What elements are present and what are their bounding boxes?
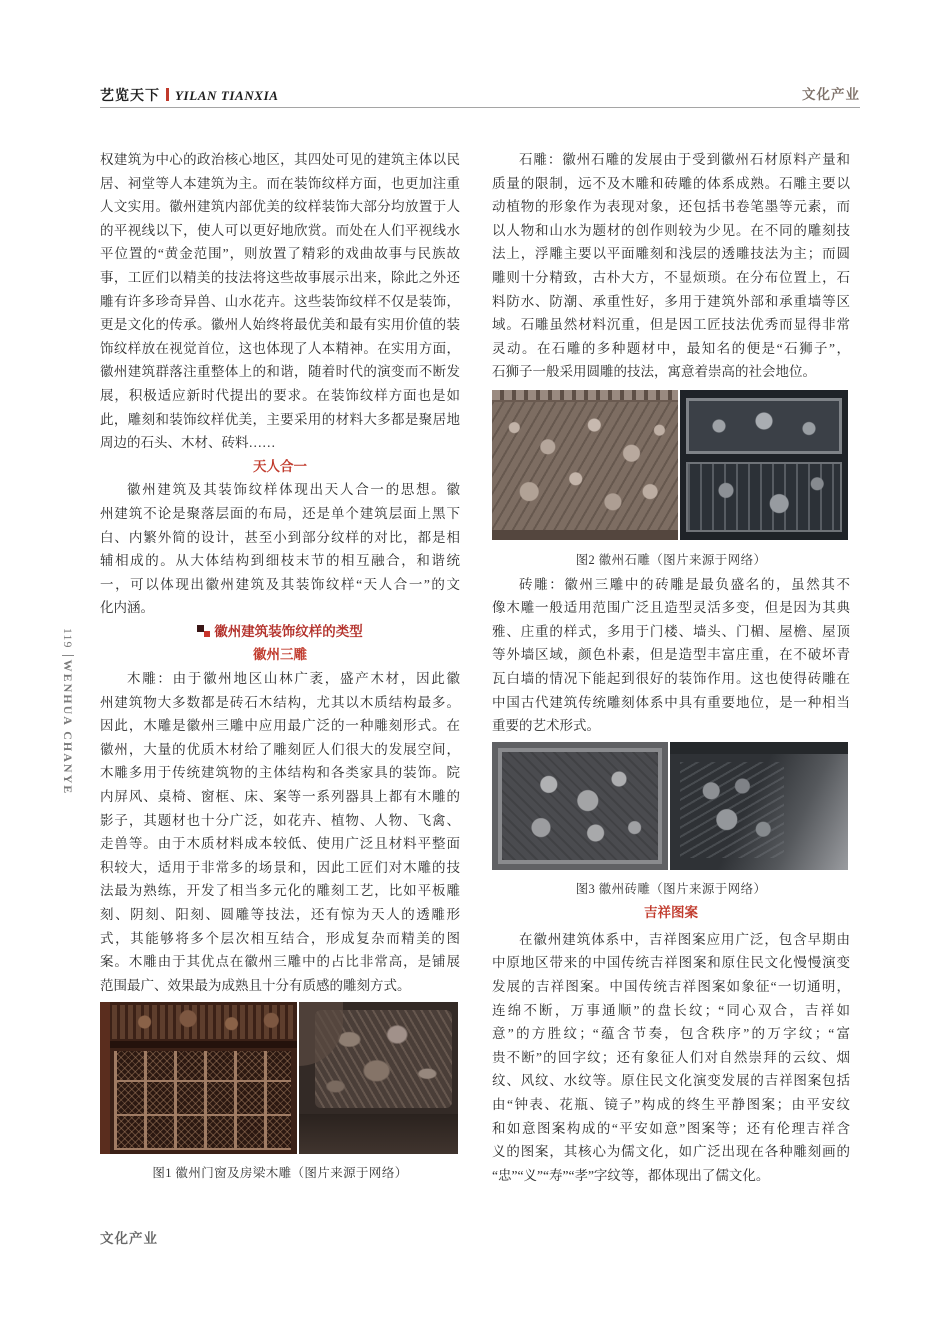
text-line: 平位置的“黄金范围”，则放置了精彩的戏曲故事与民族故	[100, 246, 460, 262]
text-line: 连绵不断，万事通顺”的盘长纹；“同心双合，吉祥如	[492, 1002, 850, 1018]
subheading-three-carvings: 徽州三雕	[253, 647, 307, 663]
text-line: 质量的限制，远不及木雕和砖雕的体系成熟。石雕主要以	[492, 175, 850, 191]
figure-3-brick-carving-image-left	[492, 742, 668, 870]
header-rule	[100, 107, 860, 108]
heading-tianren: 天人合一	[253, 458, 307, 474]
text-line: 像木雕一般适用范围广泛且造型灵活多变，但是因为其典	[492, 600, 850, 616]
side-divider	[62, 655, 74, 656]
text-line: 饰纹样放在视觉首位，这也体现了人本精神。在实用方面，	[100, 340, 460, 356]
figure-3	[492, 742, 850, 870]
text-line: 由“钟表、花瓶、镜子”构成的终生平静图案；由平安纹	[492, 1097, 850, 1113]
text-line: 此，雕刻和装饰纹样优美，主要采用的材料大多都是聚居地	[100, 411, 460, 427]
text-line: 动植物的形象作为表现对象，还包括书卷笔墨等元素，而	[492, 199, 850, 215]
brand-pinyin: YILAN TIANXIA	[175, 88, 279, 103]
text-line: 白、内繁外简的设计，甚至小到部分纹样的对比，都是相	[100, 529, 460, 545]
text-line: 意”的方胜纹；“蕴含节奏，包含秩序”的万字纹；“富	[492, 1026, 850, 1042]
text-line: 的平视线以下，使人可以更好地欣赏。而处在人们平视线水	[100, 222, 460, 238]
text-line: 在徽州建筑体系中，吉祥图案应用广泛，包含早期由	[519, 931, 850, 947]
text-line: 式，其能够将多个层次相互结合，形成复杂而精美的图	[100, 930, 460, 946]
text-line: “忠”“义”“寿”“孝”字纹等，都体现出了儒文化。	[492, 1167, 770, 1183]
figure-2-caption: 图2 徽州石雕（图片来源于网络）	[575, 552, 767, 567]
text-line: 走兽等。由于木质材料成本较低、使用广泛且材料平整面	[100, 836, 460, 852]
text-line: 案。木雕由于其优点在徽州三雕中的占比非常高，是铺展	[100, 954, 460, 970]
text-line: 一，可以体现出徽州建筑及其装饰纹样“天人合一”的文	[100, 576, 460, 592]
brand-divider-bar	[166, 88, 169, 101]
section-title	[100, 620, 460, 644]
stone-carving-paragraph	[492, 148, 850, 384]
text-line: 辅相成的。从大体结构到细枝末节的相互融合，和谐统	[100, 553, 460, 569]
text-line: 积较大，适用于非常多的场景和，因此工匠们对木雕的技	[100, 859, 460, 875]
tianren-paragraph	[100, 478, 460, 620]
text-line: 料防水、防潮、承重性好，多用于建筑外部和承重墙等区	[492, 293, 850, 309]
figure-1	[100, 1002, 460, 1154]
left-column	[100, 148, 460, 1186]
brick-carving-paragraph	[492, 573, 850, 738]
side-page-marker	[60, 628, 76, 795]
text-line: 木雕：由于徽州地区山林广袤，盛产木材，因此徽	[127, 671, 460, 687]
text-line: 灵动。在石雕的多种题材中，最知名的便是“石狮子”，	[492, 340, 850, 356]
text-line: 徽州建筑群落注重整体上的和谐，随着时代的演变而不断发	[100, 364, 460, 380]
side-section-label: WENHUA CHANYE	[61, 659, 75, 796]
right-column	[492, 148, 850, 1187]
text-line: 发展的吉祥图案。中国传统吉祥图案如象征“一切通明，	[492, 979, 850, 995]
wood-carving-paragraph	[100, 667, 460, 997]
section-square-icon	[197, 625, 210, 637]
text-line: 范围最广、效果最为成熟且十分有质感的雕刻方式。	[100, 977, 411, 993]
text-line: 贵不断”的回字纹；还有象征人们对自然崇拜的云纹、烟	[492, 1049, 850, 1065]
figure-1-window-woodcarving-image	[100, 1002, 297, 1154]
header-section-name: 文化产业	[802, 87, 860, 102]
text-line: 中国古代建筑传统雕刻体系中具有重要地位，是一种相当	[492, 694, 850, 710]
text-line: 居、祠堂等人本建筑为主。而在装饰纹样方面，也更加注重	[100, 175, 460, 191]
text-line: 以人物和山水为题材的创作则较为少见。在不同的雕刻技	[492, 222, 850, 238]
page-number: 119	[61, 628, 75, 649]
figure-1-beam-woodcarving-image	[299, 1002, 458, 1154]
section-title-text: 徽州建筑装饰纹样的类型	[214, 623, 363, 639]
text-line: 人文实用。徽州建筑内部优美的纹样装饰大部分均放置于人	[100, 199, 460, 215]
text-line: 等外墙区域，颜色朴素，但是造型丰富庄重，在不破坏青	[492, 647, 850, 663]
text-line: 内屏风、桌椅、窗框、床、案等一系列器具上都有木雕的	[100, 789, 460, 805]
text-line: 纹、风纹、水纹等。原住民文化演变发展的吉祥图案包括	[492, 1073, 850, 1089]
text-line: 影子，其题材也十分广泛，如花卉、植物、人物、飞禽、	[100, 812, 460, 828]
text-line: 瓦白墙的情况下能起到很好的装饰作用。这也使得砖雕在	[492, 670, 850, 686]
text-line: 权建筑为中心的政治核心地区，其四处可见的建筑主体以民	[100, 152, 460, 167]
text-line: 展，积极适应新时代提出的要求。在装饰纹样方面也是如	[100, 387, 460, 403]
text-line: 雕则十分精致，古朴大方，不显烦琐。在分布位置上，石	[492, 269, 850, 285]
text-line: 重要的艺术形式。	[492, 718, 600, 734]
auspicious-pattern-paragraph	[492, 928, 850, 1188]
text-line: 木雕多用于传统建筑物的主体结构和各类家具的装饰。院	[100, 765, 460, 781]
text-line: 石雕：徽州石雕的发展由于受到徽州石材原料产量和	[519, 152, 850, 167]
text-line: 中原地区带来的中国传统吉祥图案和原住民文化慢慢演变	[492, 955, 850, 971]
figure-2	[492, 390, 850, 540]
heading-auspicious: 吉祥图案	[644, 905, 698, 921]
text-line: 义的图案，其核心为儒文化，如广泛出现在各种雕刻画的	[492, 1144, 850, 1160]
text-line: 法最为熟练，开发了相当多元化的雕刻工艺，比如平板雕	[100, 883, 460, 899]
text-line: 法上，浮雕主要以平面雕刻和浅层的透雕技法为主；而圆	[492, 246, 850, 262]
text-line: 徽州，大量的优质木材给了雕刻匠人们很大的发展空间，	[100, 741, 460, 757]
footer-section-name: 文化产业	[100, 1231, 158, 1246]
brand-chinese: 艺览天下	[100, 87, 160, 103]
text-line: 因此，木雕是徽州三雕中应用最广泛的一种雕刻形式。在	[100, 718, 460, 734]
figure-1-caption: 图1 徽州门窗及房梁木雕（图片来源于网络）	[152, 1166, 408, 1181]
magazine-brand	[100, 86, 279, 104]
text-line: 化内涵。	[100, 600, 154, 616]
text-line: 徽州建筑及其装饰纹样体现出天人合一的思想。徽	[127, 482, 460, 498]
text-line: 石狮子一般采用圆雕的技法，寓意着崇高的社会地位。	[492, 364, 816, 380]
text-line: 和如意图案构成的“平安如意”图案等；还有伦理吉祥含	[492, 1120, 850, 1136]
figure-2-stone-relief-image-left	[492, 390, 678, 540]
text-line: 事，工匠们以精美的技法将这些故事展示出来，除此之外还	[100, 269, 460, 285]
text-line: 周边的石头、木材、砖料……	[100, 435, 276, 451]
text-line: 域。石雕虽然材料沉重，但是因工匠技法优秀而显得非常	[492, 317, 850, 333]
intro-paragraph	[100, 148, 460, 455]
text-line: 州建筑物大多数都是砖石木结构，尤其以木质结构最多。	[100, 694, 460, 710]
text-line: 雕有许多珍奇异兽、山水花卉。这些装饰纹样不仅是装饰，	[100, 293, 460, 309]
text-line: 州建筑不论是聚落层面的布局，还是单个建筑层面上黑下	[100, 505, 460, 521]
text-line: 更是文化的传承。徽州人始终将最优美和最有实用价值的装	[100, 317, 460, 333]
figure-3-brick-carving-image-right	[670, 742, 848, 870]
text-line: 雅、庄重的样式，多用于门楼、墙头、门楣、屋檐、屋顶	[492, 623, 850, 639]
figure-2-stone-relief-image-right	[680, 390, 848, 540]
figure-3-caption: 图3 徽州砖雕（图片来源于网络）	[575, 881, 767, 896]
text-line: 砖雕：徽州三雕中的砖雕是最负盛名的，虽然其不	[519, 576, 850, 592]
text-line: 刻、阴刻、阳刻、圆雕等技法，还有惊为天人的透雕形	[100, 907, 460, 922]
